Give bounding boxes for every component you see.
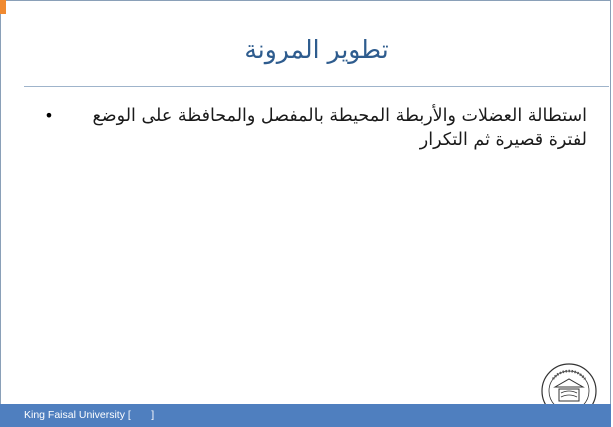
corner-accent xyxy=(0,0,6,14)
bullet-list xyxy=(40,104,587,152)
bullet-marker: • xyxy=(44,106,54,125)
bullet-text: استطالة العضلات والأربطة المحيطة بالمفصل والمحافظة على الوضع لفترة قصيرة ثم التكرار xyxy=(92,106,587,150)
title-divider xyxy=(24,86,609,87)
bullet-item xyxy=(40,104,587,152)
slide-title: تطوير المرونة xyxy=(244,35,389,64)
footer-text: King Faisal University [ ] xyxy=(24,409,155,421)
footer-bar xyxy=(0,404,611,427)
